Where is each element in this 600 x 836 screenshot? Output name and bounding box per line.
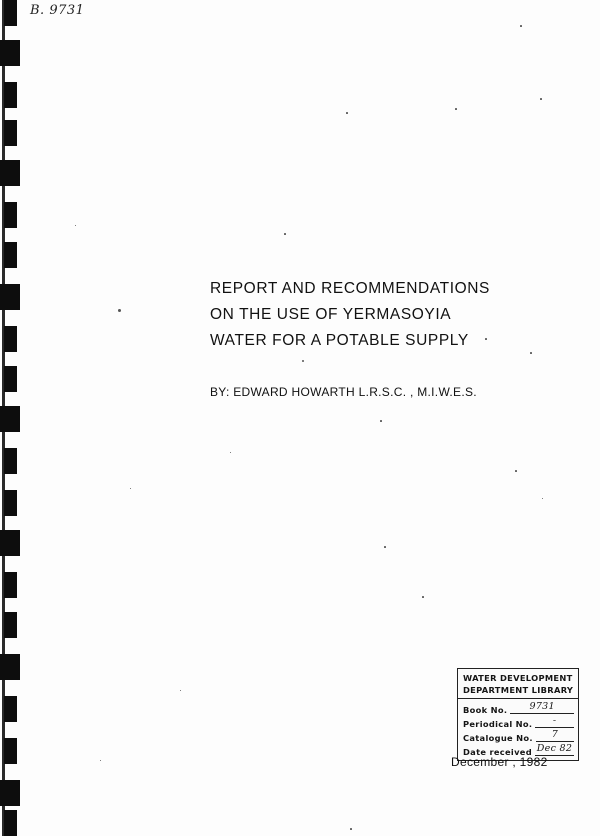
stamp-value-catalogue: 7 (536, 730, 574, 742)
scan-speck (350, 828, 352, 830)
scan-speck (180, 690, 181, 691)
stamp-header-line-1: WATER DEVELOPMENT (463, 673, 573, 683)
stamp-row-catalogue (463, 730, 574, 744)
binding-tab (4, 490, 17, 516)
stamp-row-periodical (463, 716, 574, 730)
binding-tab (0, 160, 20, 186)
stamp-label-date-received: Date received (463, 746, 532, 757)
stamp-value-date-received: Dec 82 (536, 743, 573, 754)
binding-tab (4, 738, 17, 764)
title-line-1: REPORT AND RECOMMENDATIONS (210, 280, 490, 297)
scan-speck (284, 233, 286, 235)
binding-tab (0, 284, 20, 310)
scan-speck (515, 470, 517, 472)
binding-tab (4, 696, 17, 722)
scan-speck (485, 338, 487, 340)
stamp-divider (458, 698, 578, 699)
binding-tab (4, 82, 17, 108)
stamp-row-book (463, 702, 574, 716)
handwritten-reference: B. 9731 (30, 3, 85, 18)
title-line-3: WATER FOR A POTABLE SUPPLY (210, 332, 469, 349)
stamp-label-periodical: Periodical No. (463, 718, 533, 729)
scan-speck (118, 309, 121, 312)
scan-speck (530, 352, 532, 354)
binding-tab (0, 406, 20, 432)
scan-speck (380, 420, 382, 422)
stamp-header-line-2: DEPARTMENT LIBRARY (463, 685, 574, 695)
binding-tab (0, 530, 20, 556)
binding-tab (4, 810, 17, 836)
binding-tab (4, 448, 17, 474)
binding-tab (4, 0, 17, 26)
scan-speck (422, 596, 424, 598)
binding-tab (4, 572, 17, 598)
report-date: December , 1982 (451, 755, 548, 769)
scan-speck (346, 112, 348, 114)
library-stamp (457, 668, 579, 761)
stamp-label-book: Book No. (463, 704, 508, 715)
scan-speck (230, 452, 231, 453)
scan-speck (520, 25, 522, 27)
binding-tab (4, 202, 17, 228)
binding-tab (4, 612, 17, 638)
spiral-binding (0, 0, 24, 836)
title-line-2: ON THE USE OF YERMASOYIA (210, 306, 452, 323)
stamp-value-book: 9731 (510, 702, 574, 714)
scan-speck (75, 225, 76, 226)
binding-tab (0, 40, 20, 66)
stamp-label-catalogue: Catalogue No. (463, 732, 533, 743)
scan-speck (100, 760, 101, 761)
binding-tab (4, 242, 17, 268)
binding-tab (4, 120, 17, 146)
scan-speck (302, 360, 304, 362)
report-title (210, 276, 510, 354)
binding-tab (0, 654, 20, 680)
scan-speck (540, 98, 542, 100)
scan-speck (455, 108, 457, 110)
stamp-value-periodical: - (535, 716, 574, 728)
binding-tab (0, 780, 20, 806)
binding-tab (4, 366, 17, 392)
scan-speck (384, 546, 386, 548)
binding-tab (4, 326, 17, 352)
scan-speck (130, 488, 131, 489)
scan-speck (542, 498, 543, 499)
author-line: BY: EDWARD HOWARTH L.R.S.C. , M.I.W.E.S. (210, 385, 477, 399)
